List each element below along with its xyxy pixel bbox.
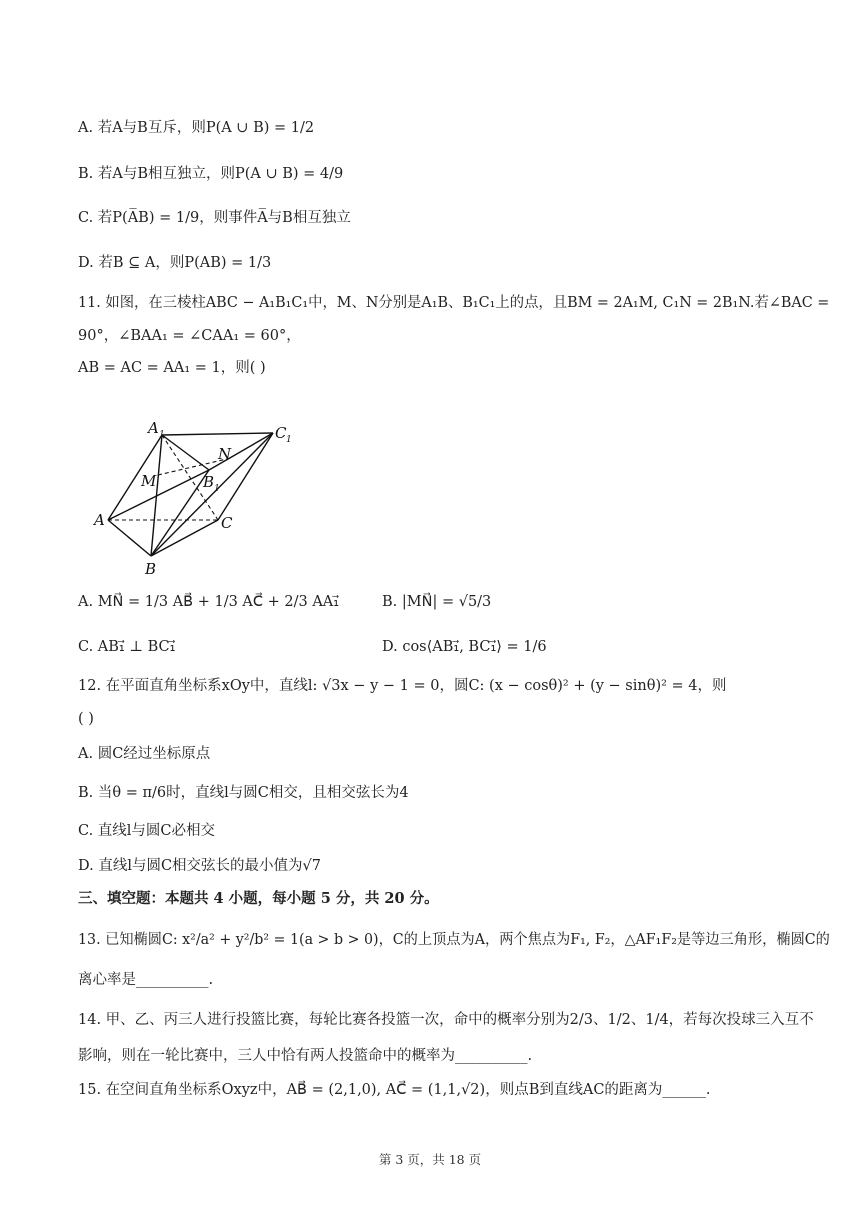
q12-option-b: B. 当θ = π/6时，直线l与圆C相交，且相交弦长为4: [78, 785, 409, 801]
label-a: A: [94, 511, 105, 529]
q10-option-d: D. 若B ⊆ A，则P(AB) = 1/3: [78, 255, 272, 271]
q11-stem-line1: 11. 如图，在三棱柱ABC − A₁B₁C₁中，M、N分别是A₁B、B₁C₁上的点，且BM = 2A₁M, C₁N = 2B₁N.若∠BAC =: [78, 295, 830, 311]
q12-option-c: C. 直线l与圆C必相交: [78, 823, 216, 839]
edge-a-b: [108, 520, 151, 556]
label-c: C: [221, 514, 233, 532]
label-a1-sub: 1: [159, 430, 165, 440]
q11-stem-line3: AB = AC = AA₁ = 1，则( ): [78, 360, 266, 376]
label-b1-sub: 1: [214, 484, 220, 494]
q10-option-b: B. 若A与B相互独立，则P(A ∪ B) = 4/9: [78, 166, 344, 182]
label-a1: A: [148, 419, 159, 437]
q14-stem-line1: 14. 甲、乙、丙三人进行投篮比赛，每轮比赛各投篮一次，命中的概率分别为2/3、1/2、1/4，若每次投球三入互不: [78, 1012, 814, 1028]
page-footer: 第 3 页，共 18 页: [378, 1152, 482, 1167]
q12-option-d: D. 直线l与圆C相交弦长的最小值为√7: [78, 858, 322, 874]
q11-stem-line2: 90°，∠BAA₁ = ∠CAA₁ = 60°，: [78, 328, 301, 344]
segment-b-c1: [151, 433, 273, 556]
edge-b-c: [151, 520, 218, 556]
q11-option-b: B. |MN⃗| = √5/3: [382, 594, 492, 610]
q14-stem-line2: 影响，则在一轮比赛中，三人中恰有两人投篮命中的概率为__________.: [78, 1048, 533, 1064]
q12-stem-line2: ( ): [78, 711, 94, 727]
q12-stem-line1: 12. 在平面直角坐标系xOy中，直线l: √3x − y − 1 = 0，圆C: (x − cosθ)² + (y − sinθ)² = 4，则: [78, 678, 727, 694]
q13-stem-line2: 离心率是__________.: [78, 972, 214, 988]
q11-option-c: C. AB₁⃗ ⊥ BC₁⃗: [78, 639, 176, 655]
q11-option-d: D. cos⟨AB₁⃗, BC₁⃗⟩ = 1/6: [382, 639, 547, 655]
label-c1: C: [275, 424, 287, 442]
label-m: M: [141, 472, 157, 490]
q12-option-a: A. 圆C经过坐标原点: [78, 746, 211, 762]
q11-option-a: A. MN⃗ = 1/3 AB⃗ + 1/3 AC⃗ + 2/3 AA₁⃗: [78, 594, 340, 610]
q10-option-c: C. 若P(A̅B) = 1/9，则事件A̅与B相互独立: [78, 210, 351, 226]
edge-a1-c1: [162, 433, 273, 435]
prism-figure: [90, 418, 306, 578]
label-c1-sub: 1: [286, 435, 292, 445]
edge-b-b1: [151, 470, 209, 556]
q15-stem-line1: 15. 在空间直角坐标系Oxyz中，AB⃗ = (2,1,0), AC⃗ = (1,1,√2)，则点B到直线AC的距离为______.: [78, 1082, 711, 1098]
label-b: B: [145, 560, 157, 578]
q13-stem-line1: 13. 已知椭圆C: x²/a² + y²/b² = 1(a > b > 0)，C的上顶点为A，两个焦点为F₁, F₂，△AF₁F₂是等边三角形，椭圆C的: [78, 932, 830, 948]
prism-diagram: [90, 418, 306, 578]
label-b1: B: [203, 473, 215, 491]
label-n: N: [218, 445, 232, 463]
section-3-header: 三、填空题：本题共 4 小题，每小题 5 分，共 20 分。: [78, 890, 439, 907]
q10-option-a: A. 若A与B互斥，则P(A ∪ B) = 1/2: [78, 120, 315, 136]
